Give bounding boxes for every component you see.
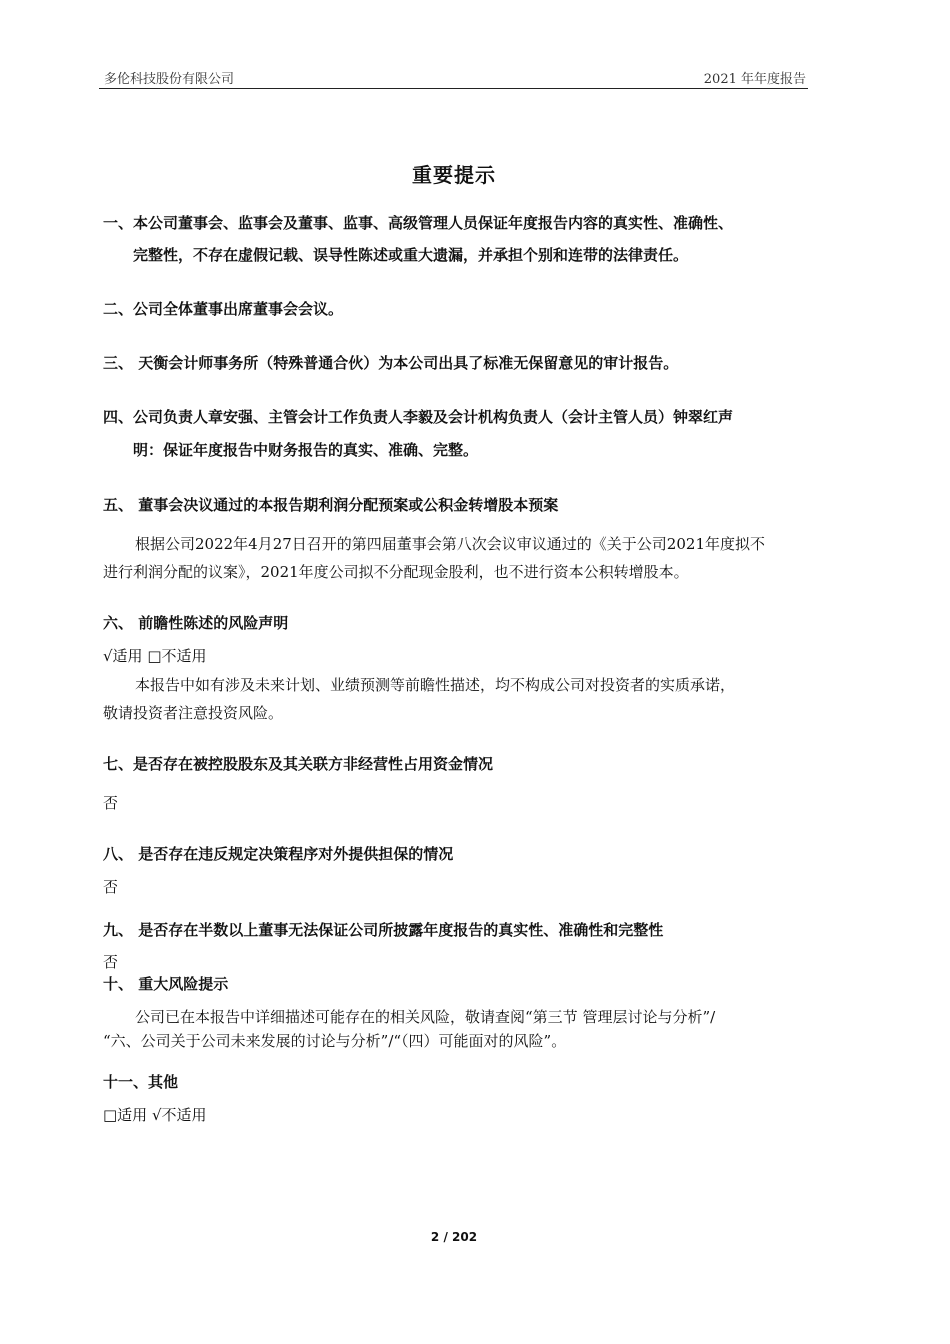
item-7-answer: 否 [103,794,119,812]
header-report-title: 2021 年年度报告 [703,72,806,87]
header-company-name: 多伦科技股份有限公司 [104,72,235,87]
header-divider [99,88,808,89]
item-6-body-line-2: 敬请投资者注意投资风险。 [103,704,284,722]
item-7-heading: 七、是否存在被控股股东及其关联方非经营性占用资金情况 [103,755,494,773]
item-1-line-1: 一、本公司董事会、监事会及董事、监事、高级管理人员保证年度报告内容的真实性、准确性、 [103,214,734,232]
item-6-body-line-1: 本报告中如有涉及未来计划、业绩预测等前瞻性描述，均不构成公司对投资者的实质承诺， [135,676,736,694]
page-title: 重要提示 [412,163,496,187]
item-10-heading: 十、 重大风险提示 [103,975,229,993]
item-9-answer: 否 [103,953,119,971]
item-1-line-2: 完整性，不存在虚假记载、误导性陈述或重大遗漏，并承担个别和连带的法律责任。 [133,246,689,264]
item-9-heading: 九、 是否存在半数以上董事无法保证公司所披露年度报告的真实性、准确性和完整性 [103,921,664,939]
item-5-body-line-2: 进行利润分配的议案》，2021年度公司拟不分配现金股利，也不进行资本公积转增股本。 [103,563,689,581]
item-5-body-line-1: 根据公司2022年4月27日召开的第四届董事会第八次会议审议通过的《关于公司2021年度拟不 [135,535,765,553]
item-2-line-1: 二、公司全体董事出席董事会会议。 [103,300,344,318]
page-number: 2 / 202 [430,1230,478,1244]
item-8-answer: 否 [103,878,119,896]
item-4-line-2: 明：保证年度报告中财务报告的真实、准确、完整。 [133,441,479,459]
item-10-body-line-2: “六、公司关于公司未来发展的讨论与分析”/“（四）可能面对的风险”。 [103,1032,567,1050]
item-6-heading: 六、 前瞻性陈述的风险声明 [103,614,289,632]
item-11-heading: 十一、其他 [103,1073,179,1091]
item-6-applicability: √适用 □不适用 [103,647,207,665]
item-4-line-1: 四、公司负责人章安强、主管会计工作负责人李毅及会计机构负责人（会计主管人员）钟翠红声 [103,408,734,426]
item-11-applicability: □适用 √不适用 [103,1106,207,1124]
item-8-heading: 八、 是否存在违反规定决策程序对外提供担保的情况 [103,845,454,863]
item-10-body-line-1: 公司已在本报告中详细描述可能存在的相关风险，敬请查阅“第三节 管理层讨论与分析”/ [135,1008,716,1026]
item-3-line-1: 三、 天衡会计师事务所（特殊普通合伙）为本公司出具了标准无保留意见的审计报告。 [103,354,679,372]
item-5-heading: 五、 董事会决议通过的本报告期利润分配预案或公积金转增股本预案 [103,496,559,514]
